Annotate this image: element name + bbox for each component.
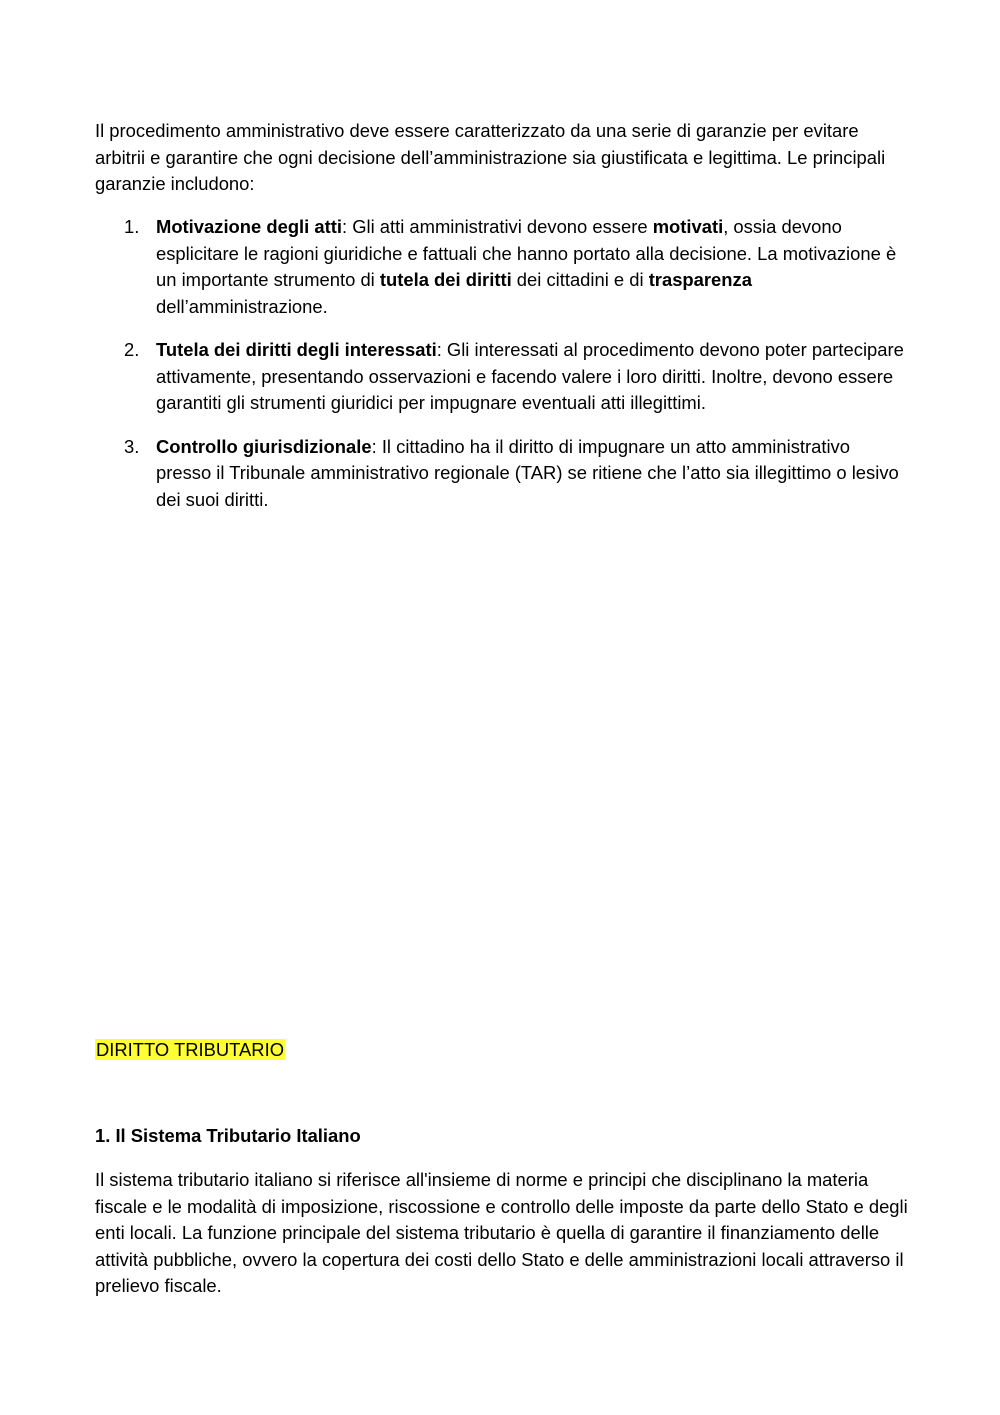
- list-item-title: Motivazione degli atti: [156, 216, 342, 237]
- bold-term: motivati: [652, 216, 724, 237]
- list-item-title: Controllo giurisdizionale: [156, 435, 372, 457]
- section-heading: [95, 1037, 285, 1063]
- list-item: [95, 434, 910, 514]
- list-item: [95, 214, 910, 320]
- list-number: 3.: [124, 435, 140, 457]
- list-item: [95, 337, 910, 417]
- list-item-text: dei cittadini e di: [511, 269, 649, 290]
- list-item-title: Tutela dei diritti degli interessati: [156, 339, 437, 360]
- intro-paragraph: Il procedimento amministrativo deve essere caratterizzato da una serie di garanzie per evitare arbitrii e garantire che ogni decisione dell’amministrazione sia giustificata e legittima. Le principali garanzie includono:: [95, 120, 886, 194]
- subsection-title: 1. Il Sistema Tributario Italiano: [95, 1125, 361, 1146]
- bold-term: tutela dei diritti: [379, 269, 512, 290]
- list-item-text: , ossia devono esplicitare le ragioni giuridiche e fattuali che hanno portato alla decisione. La motivazione è un importante strumento di: [156, 216, 897, 290]
- highlighted-heading-text: DIRITTO TRIBUTARIO: [96, 1039, 285, 1060]
- list-number: 2.: [124, 339, 140, 360]
- list-item-text: : Il cittadino ha il diritto di impugnare un atto amministrativo presso il Tribunale amministrativo regionale (TAR) se ritiene che l’atto sia illegittimo o lesivo dei suoi diritti.: [156, 435, 899, 510]
- guarantees-list: [95, 214, 910, 530]
- list-number: 1.: [124, 216, 140, 237]
- section-body-paragraph: Il sistema tributario italiano si riferisce all'insieme di norme e principi che disciplinano la materia fiscale e le modalità di imposizione, riscossione e controllo delle imposte da parte dello Stato e degli enti locali. La funzione principale del sistema tributario è quella di garantire il finanziamento delle attività pubbliche, ovvero la copertura dei costi dello Stato e delle amministrazioni locali attraverso il prelievo fiscale.: [95, 1169, 908, 1296]
- list-item-text: : Gli atti amministrativi devono essere: [341, 216, 653, 237]
- bold-term: trasparenza: [648, 269, 752, 290]
- list-item-text: dell’amministrazione.: [156, 295, 328, 317]
- list-item-text: : Gli interessati al procedimento devono poter partecipare attivamente, presentando osservazioni e facendo valere i loro diritti. Inoltre, devono essere garantiti gli strumenti giuridici per impugnare eventuali atti illegittimi.: [156, 339, 904, 413]
